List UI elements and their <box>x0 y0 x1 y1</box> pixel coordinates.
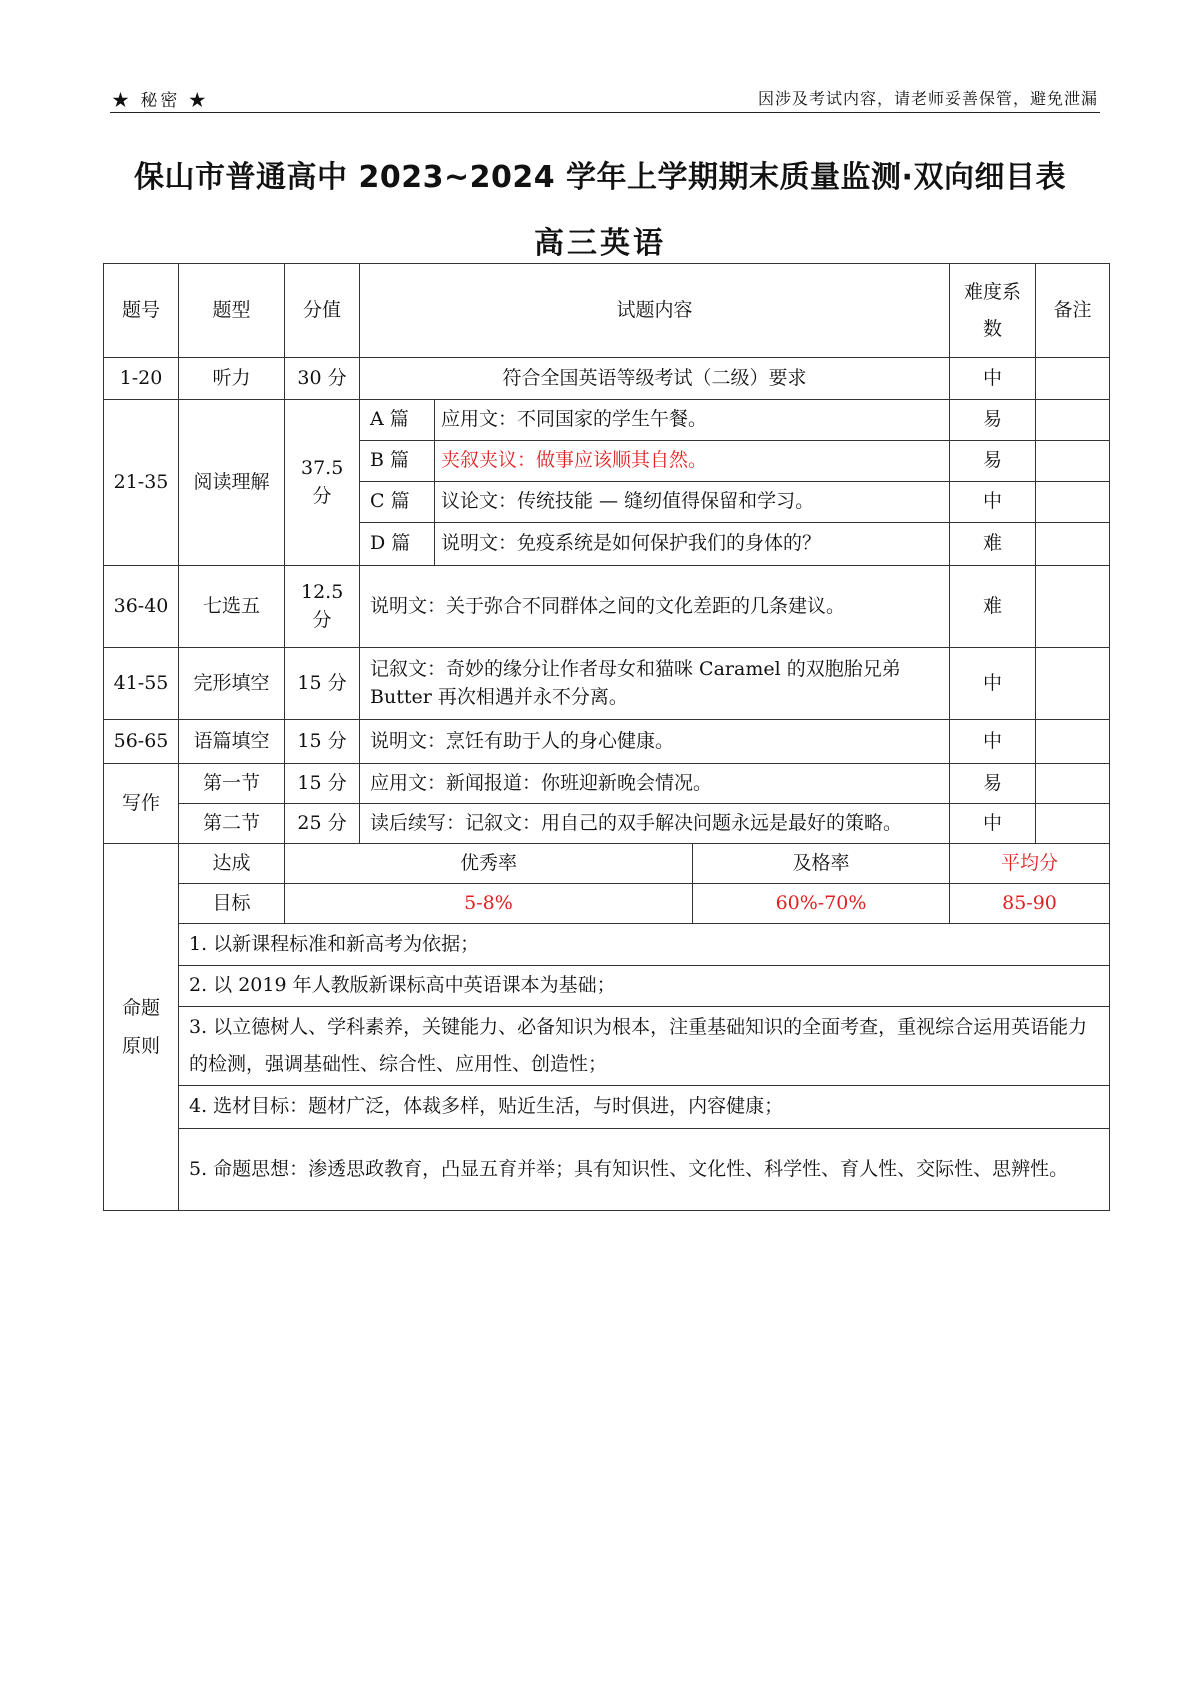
gf-content: 说明文：烹饪有助于人的身心健康。 <box>360 720 950 764</box>
document-title: 保山市普通高中 2023~2024 学年上学期期末质量监测·双向细目表 <box>134 160 1066 195</box>
reading-number: 21-35 <box>104 400 179 566</box>
passage-remark <box>1036 523 1110 566</box>
writing-section-name: 第二节 <box>179 804 285 844</box>
cloze-difficulty: 中 <box>950 648 1036 720</box>
table-row-writing-1 <box>104 764 1110 804</box>
cloze-number: 41-55 <box>104 648 179 720</box>
table-row-grammar-fill <box>104 720 1110 764</box>
goals-label-line1: 达成 <box>179 844 285 884</box>
table-row-principle <box>104 1129 1110 1211</box>
table-row-goals-labels <box>104 844 1110 884</box>
table-row-goals-values <box>104 884 1110 924</box>
principles-label-line2: 原则 <box>121 1035 160 1057</box>
writing-section-score: 25 分 <box>285 804 360 844</box>
page-header <box>110 86 1100 113</box>
scf-number: 36-40 <box>104 566 179 648</box>
passage-content: 夹叙夹议：做事应该顺其自然。 <box>435 441 950 482</box>
goal-average-label: 平均分 <box>950 844 1110 884</box>
reading-score: 37.5 分 <box>285 400 360 566</box>
cloze-content: 记叙文：奇妙的缘分让作者母女和猫咪 Caramel 的双胞胎兄弟 Butter 再次相遇并永不分离。 <box>360 648 950 720</box>
principles-label-line1: 命题 <box>121 997 160 1019</box>
cloze-remark <box>1036 648 1110 720</box>
scf-type: 七选五 <box>179 566 285 648</box>
principles-label <box>104 844 179 1211</box>
goal-average-value: 85-90 <box>950 884 1110 924</box>
listening-type: 听力 <box>179 358 285 400</box>
gf-remark <box>1036 720 1110 764</box>
table-row-reading-a <box>104 400 1110 441</box>
passage-difficulty: 难 <box>950 523 1036 566</box>
writing-section-content: 读后续写：记叙文：用自己的双手解决问题永远是最好的策略。 <box>360 804 950 844</box>
goal-excellent-label: 优秀率 <box>285 844 693 884</box>
goal-pass-value: 60%-70% <box>693 884 950 924</box>
principle-item: 2. 以 2019 年人教版新课标高中英语课本为基础； <box>179 966 1110 1007</box>
header-number: 题号 <box>104 264 179 358</box>
gf-difficulty: 中 <box>950 720 1036 764</box>
cloze-type: 完形填空 <box>179 648 285 720</box>
writing-section-remark <box>1036 764 1110 804</box>
table-row-cloze <box>104 648 1110 720</box>
scf-content: 说明文：关于弥合不同群体之间的文化差距的几条建议。 <box>360 566 950 648</box>
writing-section-content: 应用文：新闻报道：你班迎新晚会情况。 <box>360 764 950 804</box>
principle-item: 1. 以新课程标准和新高考为依据； <box>179 924 1110 966</box>
table-header-row <box>104 264 1110 358</box>
writing-section-difficulty: 易 <box>950 764 1036 804</box>
writing-section-score: 15 分 <box>285 764 360 804</box>
writing-section-difficulty: 中 <box>950 804 1036 844</box>
gf-type: 语篇填空 <box>179 720 285 764</box>
confidential-notice: 因涉及考试内容，请老师妥善保管，避免泄漏 <box>757 89 1098 108</box>
principle-item: 5. 命题思想：渗透思政教育，凸显五育并举；具有知识性、文化性、科学性、育人性、交际性、思辨性。 <box>179 1129 1110 1211</box>
listening-remark <box>1036 358 1110 400</box>
listening-difficulty: 中 <box>950 358 1036 400</box>
writing-section-remark <box>1036 804 1110 844</box>
header-content: 试题内容 <box>360 264 950 358</box>
goals-label-line2: 目标 <box>179 884 285 924</box>
passage-remark <box>1036 400 1110 441</box>
confidential-mark: ★ 秘密 ★ <box>112 91 209 111</box>
passage-content: 议论文：传统技能 — 缝纫值得保留和学习。 <box>435 482 950 523</box>
passage-remark <box>1036 441 1110 482</box>
principle-item: 3. 以立德树人、学科素养，关键能力、必备知识为根本，注重基础知识的全面考查，重视综合运用英语能力的检测，强调基础性、综合性、应用性、创造性； <box>179 1007 1110 1086</box>
passage-label: C 篇 <box>360 482 435 523</box>
passage-label: A 篇 <box>360 400 435 441</box>
passage-difficulty: 易 <box>950 400 1036 441</box>
table-row-principle <box>104 966 1110 1007</box>
table-row-seven-choose-five <box>104 566 1110 648</box>
scf-difficulty: 难 <box>950 566 1036 648</box>
header-type: 题型 <box>179 264 285 358</box>
reading-type: 阅读理解 <box>179 400 285 566</box>
table-row-principle <box>104 924 1110 966</box>
principle-item: 4. 选材目标：题材广泛，体裁多样，贴近生活，与时俱进，内容健康； <box>179 1086 1110 1129</box>
table-row-writing-2 <box>104 804 1110 844</box>
passage-remark <box>1036 482 1110 523</box>
header-difficulty: 难度系数 <box>950 264 1036 358</box>
gf-number: 56-65 <box>104 720 179 764</box>
gf-score: 15 分 <box>285 720 360 764</box>
passage-difficulty: 易 <box>950 441 1036 482</box>
document-subtitle: 高三英语 <box>534 226 666 261</box>
passage-content: 说明文：免疫系统是如何保护我们的身体的？ <box>435 523 950 566</box>
passage-content: 应用文：不同国家的学生午餐。 <box>435 400 950 441</box>
passage-difficulty: 中 <box>950 482 1036 523</box>
scf-remark <box>1036 566 1110 648</box>
goal-excellent-value: 5-8% <box>285 884 693 924</box>
listening-content: 符合全国英语等级考试（二级）要求 <box>360 358 950 400</box>
goal-pass-label: 及格率 <box>693 844 950 884</box>
specification-table <box>103 263 1110 1211</box>
listening-score: 30 分 <box>285 358 360 400</box>
writing-section-name: 第一节 <box>179 764 285 804</box>
table-row-listening <box>104 358 1110 400</box>
passage-label: D 篇 <box>360 523 435 566</box>
header-score: 分值 <box>285 264 360 358</box>
listening-number: 1-20 <box>104 358 179 400</box>
table-row-principle <box>104 1007 1110 1086</box>
header-remark: 备注 <box>1036 264 1110 358</box>
table-row-principle <box>104 1086 1110 1129</box>
scf-score: 12.5 分 <box>285 566 360 648</box>
cloze-score: 15 分 <box>285 648 360 720</box>
passage-label: B 篇 <box>360 441 435 482</box>
writing-label: 写作 <box>104 764 179 844</box>
